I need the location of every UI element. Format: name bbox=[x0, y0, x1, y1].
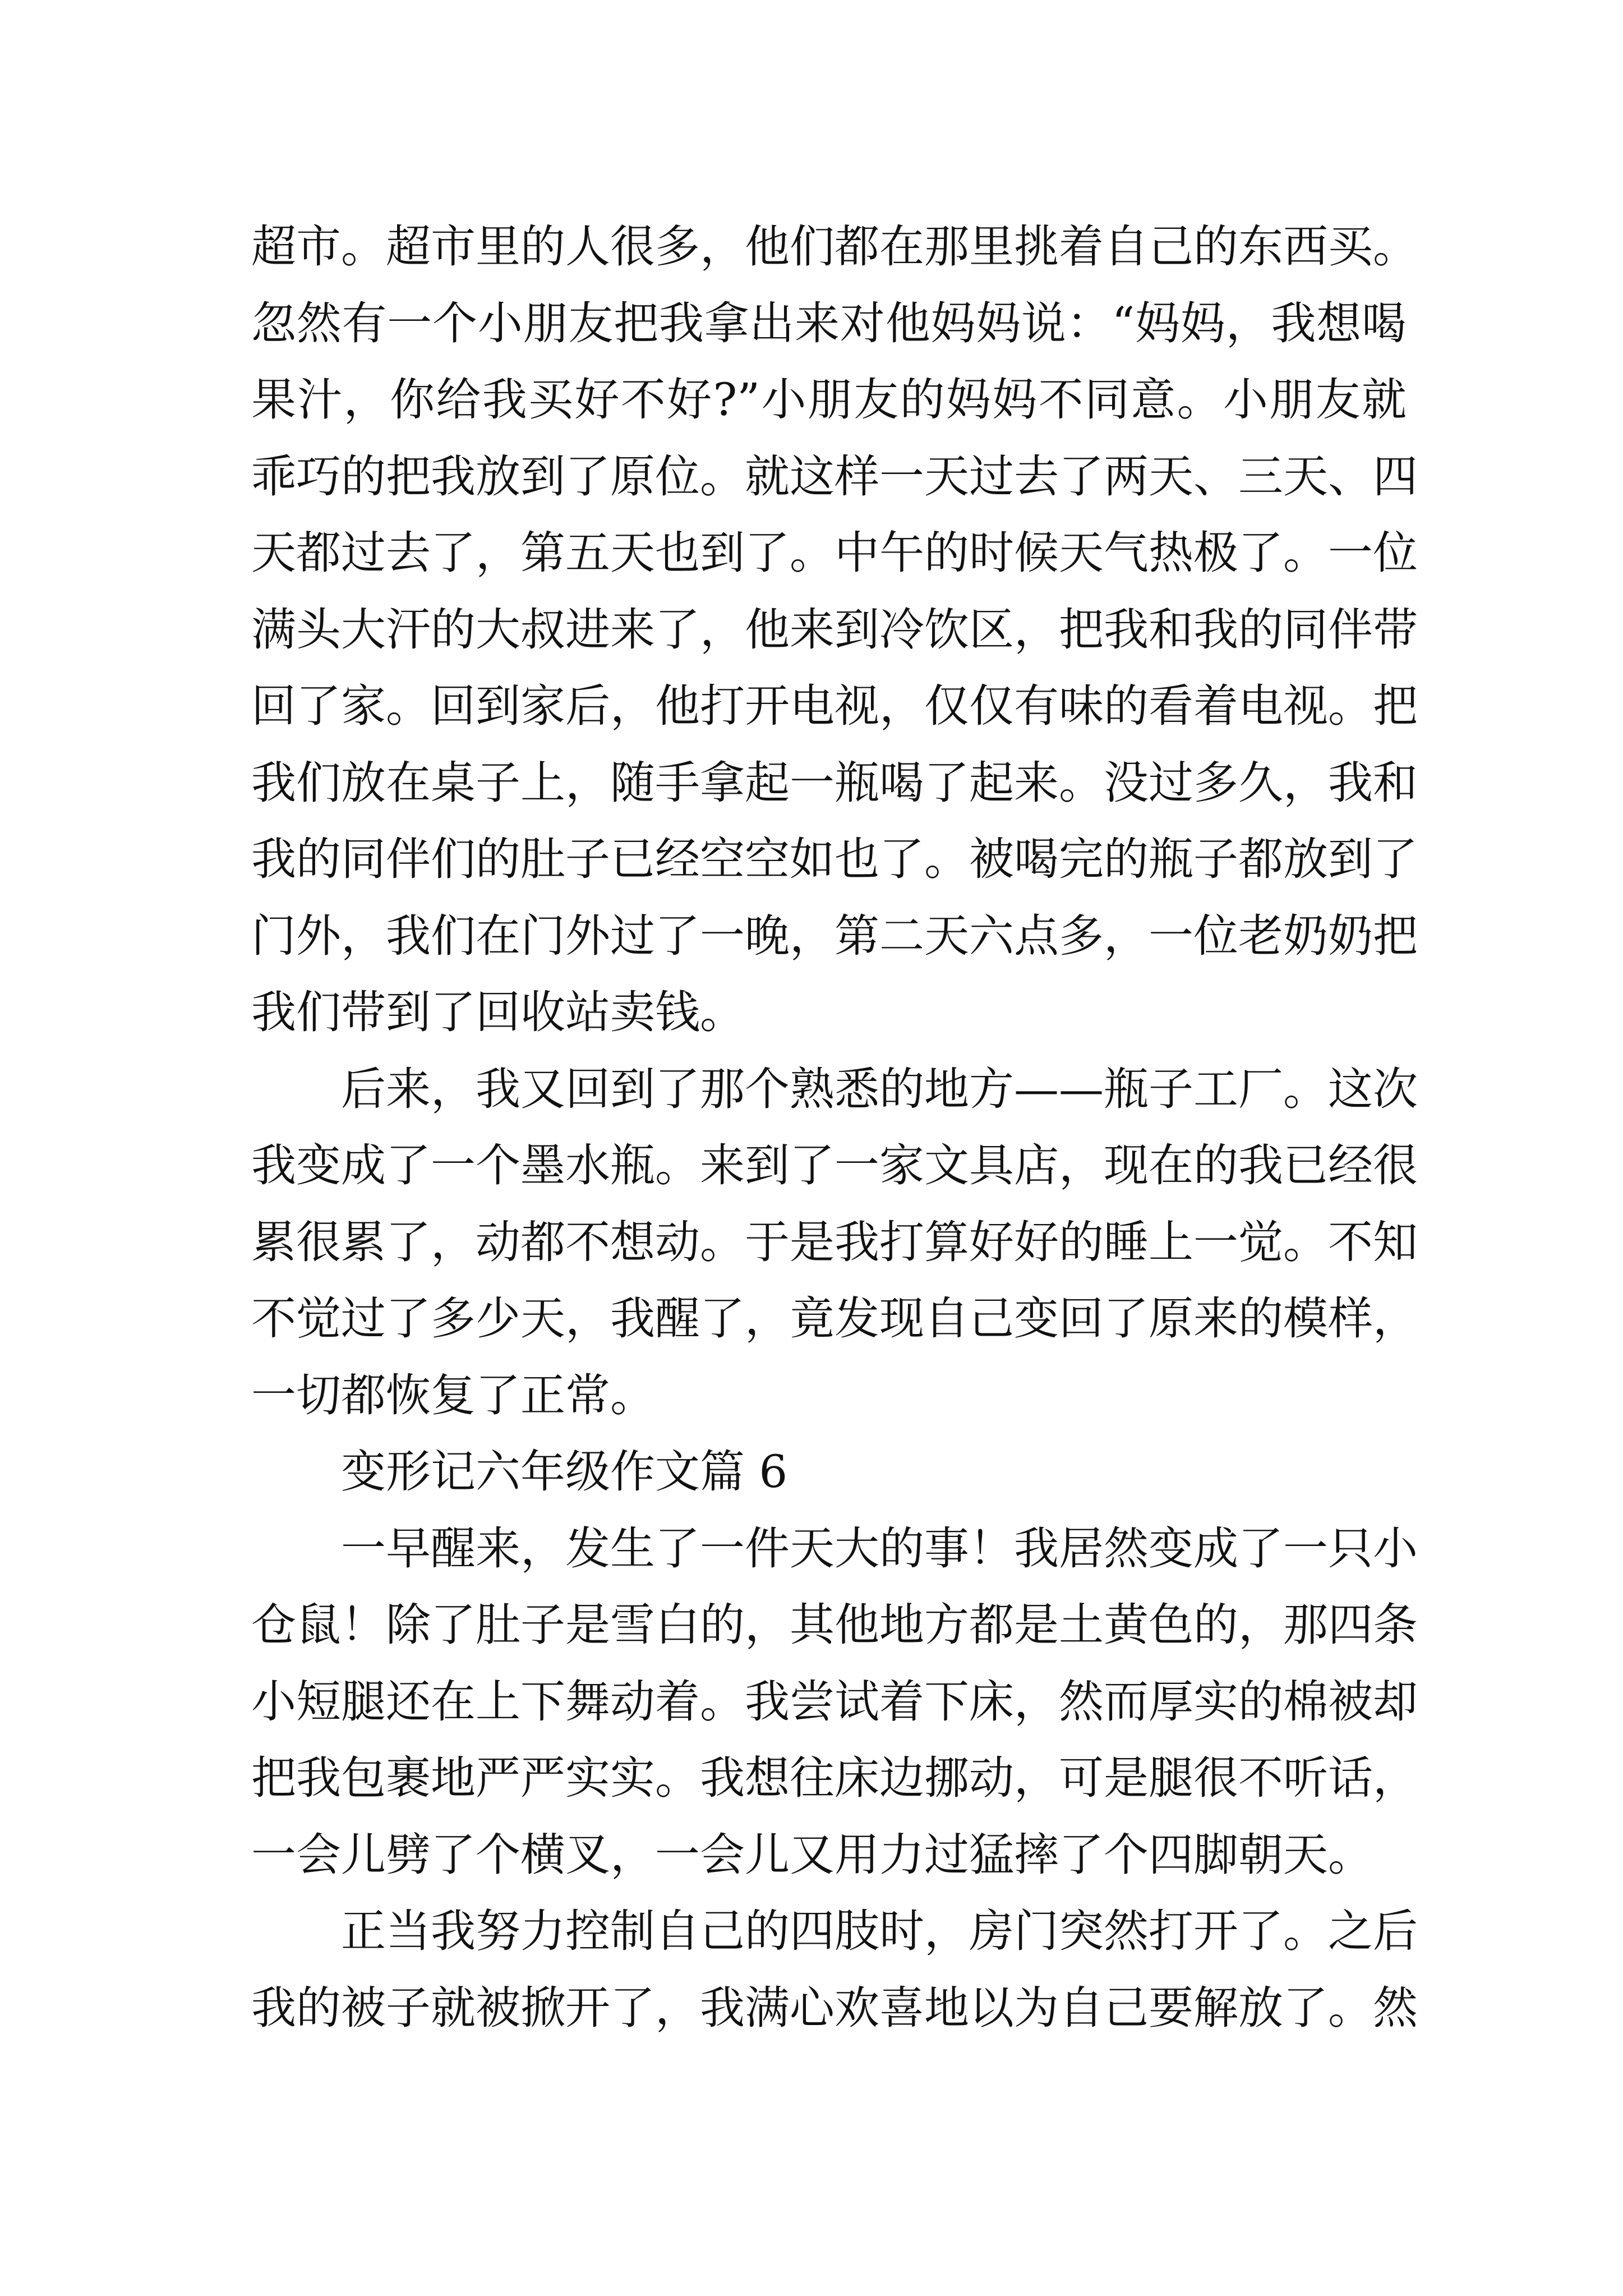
text-line: 我们放在桌子上，随手拿起一瓶喝了起来。没过多久，我和 bbox=[251, 756, 1418, 809]
text-line: 我的同伴们的肚子已经空空如也了。被喝完的瓶子都放到了 bbox=[251, 833, 1418, 885]
text-line: 累很累了，动都不想动。于是我打算好好的睡上一觉。不知 bbox=[251, 1216, 1418, 1268]
text-line: 仓鼠！除了肚子是雪白的，其他地方都是土黄色的，那四条 bbox=[251, 1599, 1418, 1651]
text-line: 超市。超市里的人很多，他们都在那里挑着自己的东西买。 bbox=[251, 220, 1418, 273]
text-line: 门外，我们在门外过了一晚，第二天六点多，一位老奶奶把 bbox=[251, 909, 1418, 962]
paragraph-start-line: 正当我努力控制自己的四肢时，房门突然打开了。之后 bbox=[341, 1905, 1418, 1957]
text-line: 不觉过了多少天，我醒了，竟发现自己变回了原来的模样， bbox=[251, 1292, 1418, 1345]
text-line: 乖巧的把我放到了原位。就这样一天过去了两天、三天、四 bbox=[251, 450, 1418, 503]
text-line: 果汁，你给我买好不好?”小朋友的妈妈不同意。小朋友就 bbox=[251, 374, 1407, 426]
text-line: 满头大汗的大叔进来了，他来到冷饮区，把我和我的同伴带 bbox=[251, 603, 1418, 656]
body-text bbox=[251, 209, 1418, 2046]
text-line: 小短腿还在上下舞动着。我尝试着下床，然而厚实的棉被却 bbox=[251, 1675, 1418, 1728]
section-heading: 变形记六年级作文篇 6 bbox=[341, 1446, 788, 1498]
text-line: 我的被子就被掀开了，我满心欢喜地以为自己要解放了。然 bbox=[251, 1981, 1418, 2034]
text-line: 我变成了一个墨水瓶。来到了一家文具店，现在的我已经很 bbox=[251, 1139, 1418, 1191]
text-line: 一会儿劈了个横叉，一会儿又用力过猛摔了个四脚朝天。 bbox=[251, 1828, 1373, 1881]
paragraph-start-line: 后来，我又回到了那个熟悉的地方——瓶子工厂。这次 bbox=[341, 1062, 1418, 1115]
text-line: 忽然有一个小朋友把我拿出来对他妈妈说：“妈妈，我想喝 bbox=[251, 297, 1407, 349]
text-line: 我们带到了回收站卖钱。 bbox=[251, 986, 745, 1038]
text-line: 天都过去了，第五天也到了。中午的时候天气热极了。一位 bbox=[251, 527, 1418, 579]
text-line: 把我包裹地严严实实。我想往床边挪动，可是腿很不听话， bbox=[251, 1752, 1418, 1804]
text-line: 回了家。回到家后，他打开电视，仅仅有味的看着电视。把 bbox=[251, 680, 1418, 732]
text-line: 一切都恢复了正常。 bbox=[251, 1369, 655, 1421]
paragraph-start-line: 一早醒来，发生了一件天大的事！我居然变成了一只小 bbox=[341, 1522, 1418, 1575]
